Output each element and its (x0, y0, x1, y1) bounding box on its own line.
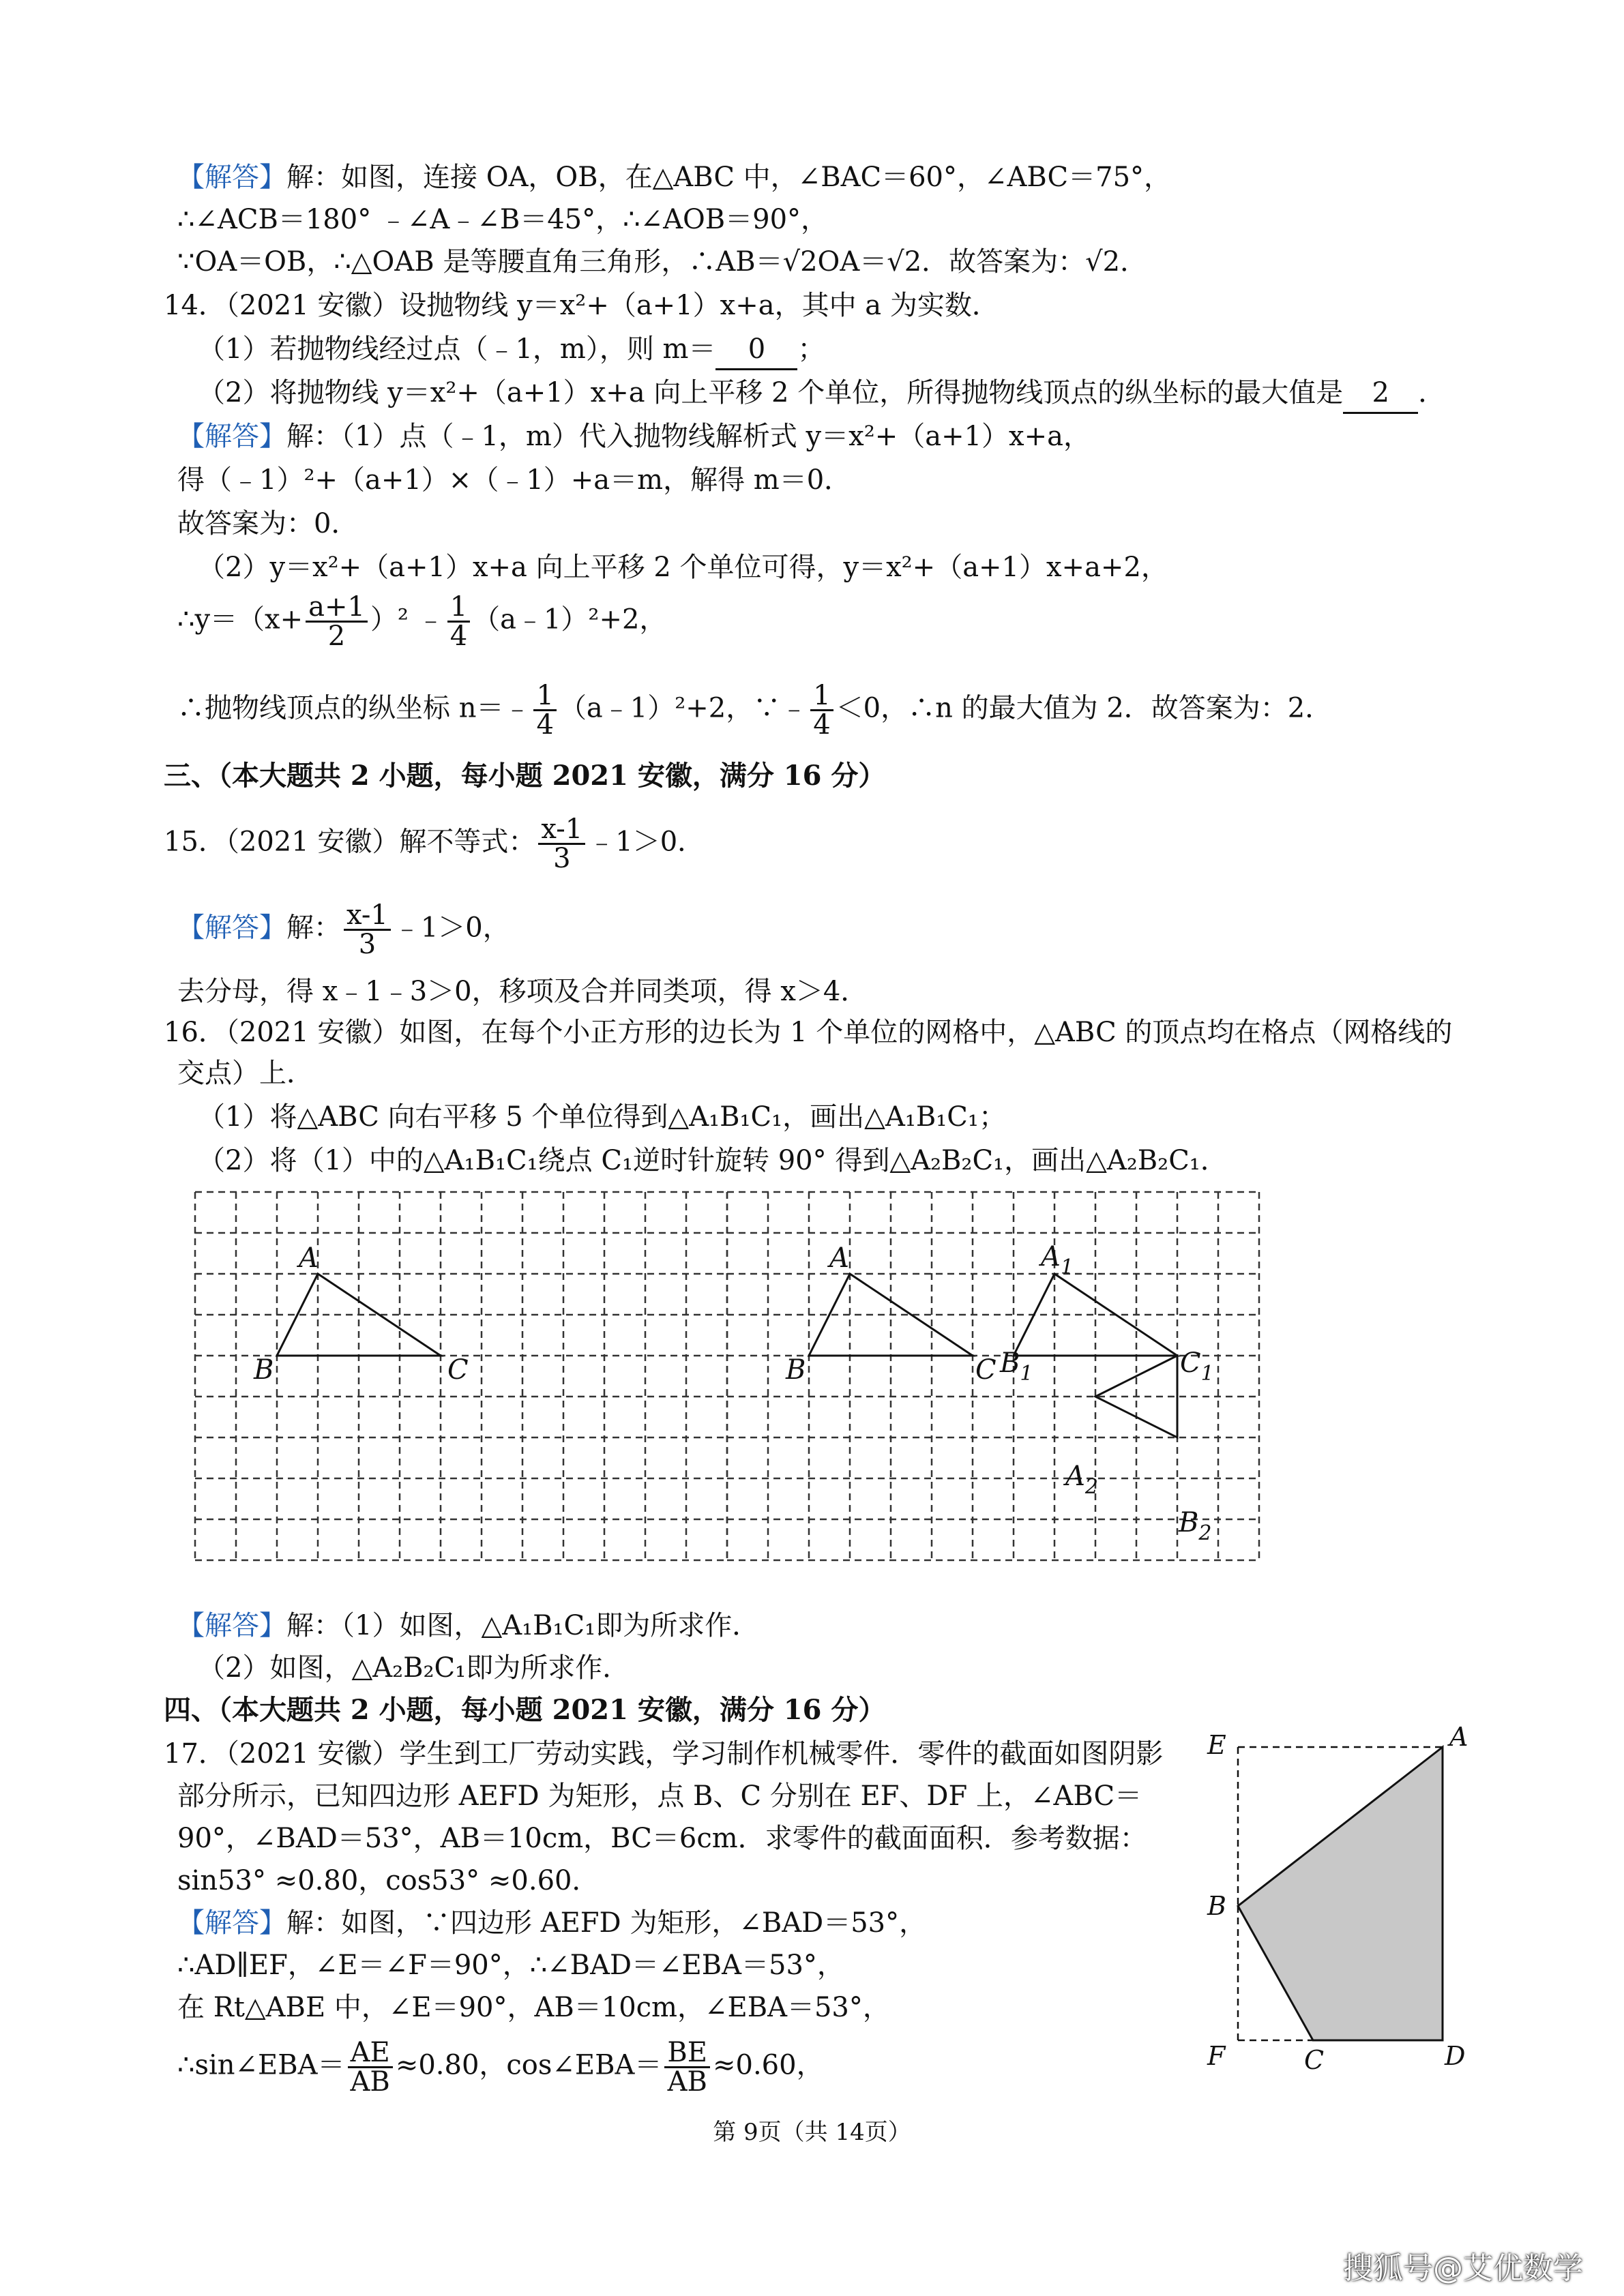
text-line: 交点）上． (177, 1058, 314, 1089)
answer-line: 【解答】解： $\frac{x-1}{3}$ ﹣1＞0， (177, 899, 510, 960)
text-line: （2）y＝x²+（a+1）x+a 向上平移 2 个单位可得，y＝x²+（a+1）x+a+2， (198, 552, 1168, 583)
text-line: 90°，∠BAD＝53°，AB＝10cm，BC＝6cm．求零件的截面面积．参考数据： (177, 1823, 1147, 1854)
label-c-copy: C (975, 1354, 996, 1386)
label-b2: $B_2$ (1179, 1507, 1212, 1545)
answer-line: 【解答】解：如图，∵四边形 AEFD 为矩形，∠BAD＝53°， (177, 1907, 927, 1939)
label-a: A (299, 1242, 319, 1274)
answer-tag: 【解答】 (177, 912, 286, 944)
watermark: 搜狐号@艾优数学 (1343, 2251, 1583, 2286)
text-line: 去分母，得 x﹣1﹣3＞0，移项及合并同类项，得 x＞4． (177, 976, 868, 1007)
question-14-part2: （2）将抛物线 y＝x²+（a+1）x+a 向上平移 2 个单位，所得抛物线顶点的纵坐标的最大值是 2 ． (198, 374, 1445, 414)
label-a2: $A_2$ (1065, 1461, 1098, 1499)
label-b1: $B_1$ (1000, 1347, 1033, 1386)
label-d: D (1445, 2041, 1466, 2071)
fraction: $\frac{AE}{AB}$ (348, 2039, 393, 2096)
text-line: （1）将△ABC 向右平移 5 个单位得到△A₁B₁C₁，画出△A₁B₁C₁； (198, 1101, 1006, 1133)
label-a-copy: A (829, 1242, 849, 1274)
text-line: sin53° ≈0.80，cos53° ≈0.60． (177, 1865, 600, 1896)
answer-tag: 【解答】 (177, 1610, 286, 1641)
label-c: C (1304, 2045, 1325, 2075)
answer-line: 【解答】解：如图，连接 OA，OB，在△ABC 中，∠BAC＝60°，∠ABC＝75°， (177, 162, 1172, 193)
page-footer: 第 9页（共 14页） (713, 2119, 911, 2146)
fraction: $\frac{1}{4}$ (447, 593, 470, 650)
section-heading: 三、（本大题共 2 小题，每小题 2021 安徽，满分 16 分） (164, 760, 886, 792)
fraction: $\frac{1}{4}$ (533, 682, 556, 739)
formula-line: ∴抛物线顶点的纵坐标 n＝﹣ $\frac{1}{4}$ （a﹣1）²+2，∵﹣ $\frac{1}{4}$ ＜0，∴n 的最大值为 2．故答案为：2． (177, 680, 1333, 741)
text-line: （2）将（1）中的△A₁B₁C₁绕点 C₁逆时针旋转 90° 得到△A₂B₂C₁，画出△A₂B₂C₁． (198, 1145, 1228, 1176)
question-14: 14．（2021 安徽）设抛物线 y＝x²+（a+1）x+a，其中 a 为实数． (164, 290, 999, 321)
text-line: 部分所示，已知四边形 AEFD 为矩形，点 B、C 分别在 EF、DF 上，∠ABC＝ (177, 1780, 1142, 1812)
label-c: C (447, 1354, 469, 1386)
fraction: $\frac{x-1}{3}$ (538, 816, 585, 872)
label-f: F (1207, 2041, 1226, 2071)
text-line: ∴∠ACB＝180° ﹣∠A﹣∠B＝45°，∴∠AOB＝90°， (177, 204, 829, 235)
question-15: 15．（2021 安徽）解不等式： $\frac{x-1}{3}$ ﹣1＞0． (164, 814, 705, 874)
section-heading: 四、（本大题共 2 小题，每小题 2021 安徽，满分 16 分） (164, 1694, 886, 1726)
label-b: B (1207, 1891, 1226, 1921)
shaded-section (1238, 1747, 1443, 2040)
fraction: $\frac{a+1}{2}$ (306, 593, 368, 650)
text-line: 得（﹣1）²+（a+1）×（﹣1）+a＝m，解得 m＝0． (177, 464, 852, 496)
answer-blank: 0 (715, 330, 797, 370)
question-16: 16．（2021 安徽）如图，在每个小正方形的边长为 1 个单位的网格中，△ABC 的顶点均在格点（网格线的 (164, 1017, 1453, 1048)
fraction: $\frac{x-1}{3}$ (344, 901, 391, 958)
answer-tag: 【解答】 (177, 1907, 286, 1939)
label-c1: $C_1$ (1180, 1347, 1214, 1386)
label-b-copy: B (786, 1354, 806, 1386)
fraction: $\frac{BE}{AB}$ (664, 2039, 710, 2096)
text-line: （2）如图，△A₂B₂C₁即为所求作． (198, 1652, 630, 1684)
answer-line: 【解答】解：（1）点（﹣1，m）代入抛物线解析式 y＝x²+（a+1）x+a， (177, 421, 1091, 452)
rectangle-figure (1187, 1718, 1501, 2087)
question-14-part1: （1）若抛物线经过点（﹣1，m），则 m＝ 0 ； (198, 330, 825, 370)
label-e: E (1207, 1730, 1226, 1760)
fraction: $\frac{1}{4}$ (810, 682, 833, 739)
formula-line: ∴y＝（x+ $\frac{a+1}{2}$ ）² ﹣ $\frac{1}{4}$ （a﹣1）²+2， (177, 591, 667, 652)
text-line: ∵OA＝OB，∴△OAB 是等腰直角三角形，∴AB＝√2OA＝√2．故答案为：√2． (177, 246, 1148, 278)
answer-blank: 2 (1343, 374, 1418, 414)
text-line: 故答案为：0． (177, 508, 359, 539)
formula-line: ∴sin∠EBA＝ $\frac{AE}{AB}$ ≈0.80，cos∠EBA＝ $\frac{BE}{AB}$ ≈0.60， (177, 2037, 824, 2098)
answer-tag: 【解答】 (177, 162, 286, 193)
text-line: ∴AD∥EF，∠E＝∠F＝90°，∴∠BAD＝∠EBA＝53°， (177, 1950, 844, 1981)
text-line: 在 Rt△ABE 中，∠E＝90°，AB＝10cm，∠EBA＝53°， (177, 1992, 890, 2023)
answer-line: 【解答】解：（1）如图，△A₁B₁C₁即为所求作． (177, 1610, 760, 1641)
grid-figure (191, 1187, 1282, 1609)
question-17: 17．（2021 安徽）学生到工厂劳动实践，学习制作机械零件．零件的截面如图阴影 (164, 1738, 1164, 1770)
label-b: B (254, 1354, 274, 1386)
label-a1: $A_1$ (1041, 1241, 1074, 1279)
answer-tag: 【解答】 (177, 421, 286, 452)
label-a: A (1449, 1722, 1468, 1752)
